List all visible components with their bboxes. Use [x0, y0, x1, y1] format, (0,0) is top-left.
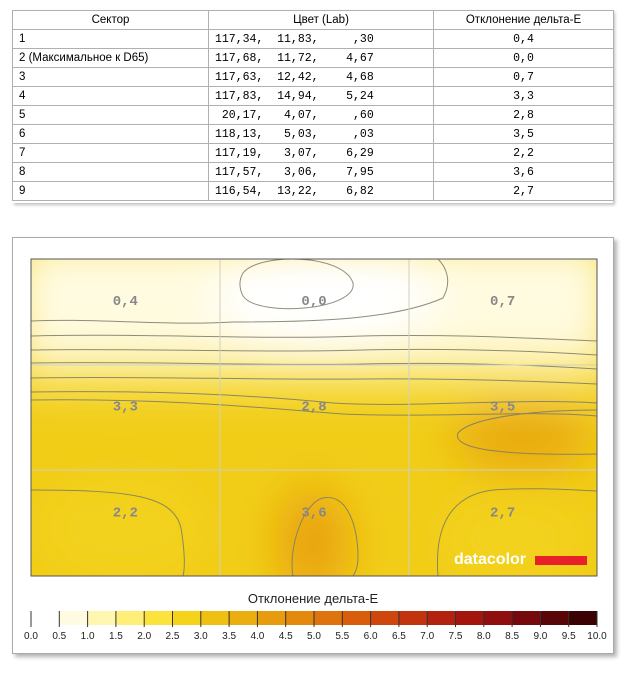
cell-value-label: 2,7	[490, 505, 516, 522]
cell-sector: 4	[13, 87, 209, 106]
scale-swatch	[31, 611, 60, 625]
table-row	[13, 163, 614, 182]
table-row	[13, 87, 614, 106]
table-row	[13, 144, 614, 163]
table-row	[13, 68, 614, 87]
scale-tick-label: 2.0	[137, 631, 152, 642]
scale-tick-label: 8.0	[476, 631, 491, 642]
scale-tick-label: 7.5	[448, 631, 463, 642]
table-row	[13, 106, 614, 125]
cell-sector: 3	[13, 68, 209, 87]
scale-tick-label: 7.0	[420, 631, 435, 642]
legend-title: Отклонение дельта-Е	[247, 591, 379, 606]
scale-swatch	[173, 611, 202, 625]
scale-swatch	[144, 611, 173, 625]
scale-tick-label: 8.5	[505, 631, 520, 642]
table-header-row	[13, 11, 614, 30]
cell-value-label: 2,2	[112, 505, 138, 522]
scale-tick-label: 9.5	[561, 631, 576, 642]
scale-swatch	[399, 611, 428, 625]
cell-delta-e: 3,5	[434, 125, 614, 144]
scale-tick-label: 0.0	[24, 631, 38, 642]
cell-lab: 117,63, 12,42, 4,68	[209, 68, 434, 87]
scale-tick-label: 10.0	[587, 631, 607, 642]
cell-sector: 9	[13, 182, 209, 201]
cell-delta-e: 0,0	[434, 49, 614, 68]
scale-swatch	[484, 611, 513, 625]
cell-sector: 2 (Максимальное к D65)	[13, 49, 209, 68]
scale-swatch	[257, 611, 286, 625]
cell-lab: 20,17, 4,07, ,60	[209, 106, 434, 125]
cell-value-label: 0,0	[301, 294, 327, 310]
cell-delta-e: 3,3	[434, 87, 614, 106]
scale-swatch	[342, 611, 371, 625]
uniformity-panel	[12, 237, 614, 654]
scale-swatch	[201, 611, 230, 625]
cell-value-label: 2,8	[301, 399, 327, 416]
table-row	[13, 125, 614, 144]
cell-lab: 117,19, 3,07, 6,29	[209, 144, 434, 163]
cell-value-label: 3,3	[112, 399, 138, 416]
scale-tick-label: 3.0	[193, 631, 208, 642]
scale-swatch	[569, 611, 598, 625]
scale-swatch	[88, 611, 117, 625]
scale-swatch	[371, 611, 400, 625]
scale-tick-label: 2.5	[165, 631, 180, 642]
color-scale-ticks	[31, 611, 597, 627]
scale-tick-label: 1.0	[80, 631, 95, 642]
scale-tick-label: 5.0	[307, 631, 321, 642]
cell-delta-e: 2,2	[434, 144, 614, 163]
scale-swatch	[456, 611, 485, 625]
cell-lab: 116,54, 13,22, 6,82	[209, 182, 434, 201]
scale-swatch	[314, 611, 343, 625]
table-row	[13, 30, 614, 49]
cell-delta-e: 0,4	[434, 30, 614, 49]
scale-tick-label: 1.5	[108, 631, 123, 642]
cell-value-label: 3,5	[490, 399, 516, 416]
color-scale-labels	[24, 631, 607, 642]
color-table	[12, 10, 613, 203]
cell-delta-e: 3,6	[434, 163, 614, 182]
scale-tick-label: 4.5	[278, 631, 293, 642]
scale-swatch	[116, 611, 145, 625]
cell-lab: 117,68, 11,72, 4,67	[209, 49, 434, 68]
cell-sector: 5	[13, 106, 209, 125]
scale-swatch	[59, 611, 88, 625]
cell-sector: 6	[13, 125, 209, 144]
uniformity-map	[13, 238, 613, 653]
table-row	[13, 182, 614, 201]
cell-delta-e: 0,7	[434, 68, 614, 87]
logo-text: datacolor	[454, 551, 527, 568]
scale-tick-label: 9.0	[533, 631, 548, 642]
scale-swatch	[427, 611, 456, 625]
scale-tick-label: 6.0	[363, 631, 378, 642]
cell-lab: 117,57, 3,06, 7,95	[209, 163, 434, 182]
scale-swatch	[229, 611, 258, 625]
scale-swatch	[286, 611, 315, 625]
scale-tick-label: 4.0	[250, 631, 265, 642]
cell-lab: 117,83, 14,94, 5,24	[209, 87, 434, 106]
scale-tick-label: 5.5	[335, 631, 350, 642]
cell-sector: 8	[13, 163, 209, 182]
col-header-lab: Цвет (Lab)	[209, 11, 434, 30]
scale-swatch	[540, 611, 569, 625]
logo-bar	[535, 556, 587, 565]
scale-swatch	[512, 611, 541, 625]
heatmap-field	[13, 238, 613, 598]
table-row	[13, 49, 614, 68]
cell-value-label: 0,7	[490, 294, 516, 310]
cell-sector: 7	[13, 144, 209, 163]
cell-delta-e: 2,8	[434, 106, 614, 125]
cell-delta-e: 2,7	[434, 182, 614, 201]
col-header-delta-e: Отклонение дельта-Е	[434, 11, 614, 30]
cell-sector: 1	[13, 30, 209, 49]
color-table-grid	[12, 10, 614, 201]
scale-tick-label: 6.5	[391, 631, 406, 642]
cell-value-label: 0,4	[112, 294, 138, 310]
cell-lab: 118,13, 5,03, ,03	[209, 125, 434, 144]
col-header-sector: Сектор	[13, 11, 209, 30]
scale-tick-label: 0.5	[52, 631, 67, 642]
cell-lab: 117,34, 11,83, ,30	[209, 30, 434, 49]
cell-value-label: 3,6	[301, 505, 327, 522]
scale-tick-label: 3.5	[222, 631, 237, 642]
